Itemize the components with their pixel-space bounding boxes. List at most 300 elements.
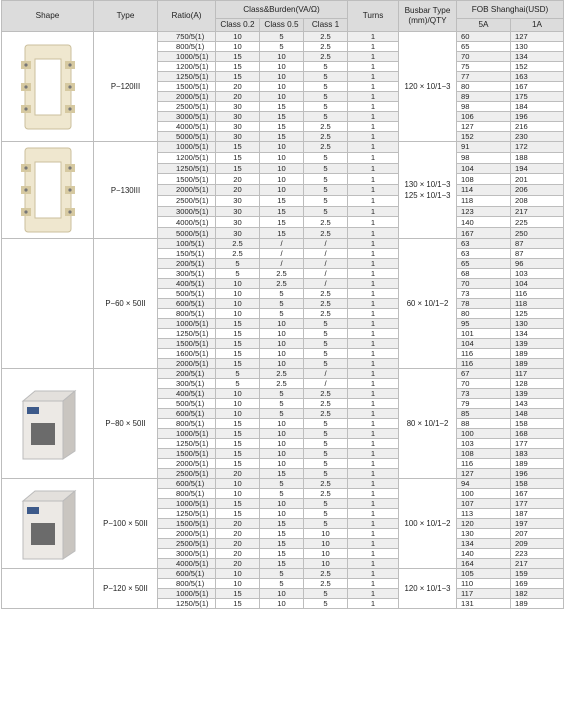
class-02-cell: 15	[216, 163, 260, 174]
fob-5a-cell: 94	[457, 479, 511, 489]
turns-cell: 1	[348, 329, 399, 339]
class-1-cell: 2.5	[304, 42, 348, 52]
class-02-cell: 15	[216, 152, 260, 163]
class-05-cell: 5	[260, 569, 304, 579]
fob-5a-cell: 127	[457, 469, 511, 479]
ratio-cell: 1250/5(1)	[158, 439, 216, 449]
fob-5a-cell: 98	[457, 152, 511, 163]
class-1-cell: 5	[304, 519, 348, 529]
class-1-cell: 2.5	[304, 142, 348, 153]
busbar-cell	[399, 142, 457, 239]
turns-cell: 1	[348, 32, 399, 42]
header-fob-5a: 5A	[457, 19, 511, 32]
shape-cell	[2, 142, 94, 239]
class-05-cell: 5	[260, 42, 304, 52]
table-row	[2, 239, 564, 249]
class-02-cell: 5	[216, 369, 260, 379]
class-1-cell: 2.5	[304, 409, 348, 419]
class-1-cell: 5	[304, 449, 348, 459]
shape-cell	[2, 32, 94, 142]
fob-1a-cell: 175	[511, 92, 564, 102]
fob-1a-cell: 117	[511, 369, 564, 379]
class-1-cell: 5	[304, 349, 348, 359]
ratio-cell: 1000/5(1)	[158, 142, 216, 153]
class-02-cell: 10	[216, 579, 260, 589]
turns-cell: 1	[348, 339, 399, 349]
busbar-cell	[399, 32, 457, 142]
header-busbar: Busbar Type (mm)/QTY	[399, 1, 457, 32]
turns-cell: 1	[348, 389, 399, 399]
class-05-cell: 15	[260, 539, 304, 549]
busbar-value: 125 × 10/1−3	[404, 191, 451, 200]
fob-5a-cell: 105	[457, 569, 511, 579]
ratio-cell: 1250/5(1)	[158, 329, 216, 339]
class-05-cell: 10	[260, 72, 304, 82]
turns-cell: 1	[348, 195, 399, 206]
class-1-cell: 5	[304, 185, 348, 196]
ratio-cell: 1250/5(1)	[158, 163, 216, 174]
class-02-cell: 15	[216, 319, 260, 329]
class-1-cell: 5	[304, 329, 348, 339]
busbar-cell	[399, 369, 457, 479]
ratio-cell: 600/5(1)	[158, 299, 216, 309]
fob-5a-cell: 73	[457, 289, 511, 299]
class-1-cell: 2.5	[304, 32, 348, 42]
class-05-cell: 10	[260, 152, 304, 163]
fob-1a-cell: 172	[511, 142, 564, 153]
turns-cell: 1	[348, 579, 399, 589]
class-1-cell: 5	[304, 459, 348, 469]
class-02-cell: 20	[216, 539, 260, 549]
class-1-cell: 5	[304, 339, 348, 349]
class-02-cell: 15	[216, 359, 260, 369]
fob-5a-cell: 118	[457, 195, 511, 206]
fob-1a-cell: 159	[511, 569, 564, 579]
fob-1a-cell: 128	[511, 379, 564, 389]
class-02-cell: 5	[216, 269, 260, 279]
class-02-cell: 10	[216, 32, 260, 42]
class-1-cell: 5	[304, 429, 348, 439]
fob-1a-cell: 143	[511, 399, 564, 409]
class-02-cell: 15	[216, 329, 260, 339]
class-02-cell: 30	[216, 102, 260, 112]
table-row	[2, 479, 564, 489]
fob-5a-cell: 140	[457, 217, 511, 228]
turns-cell: 1	[348, 409, 399, 419]
class-02-cell: 10	[216, 309, 260, 319]
class-1-cell: 5	[304, 62, 348, 72]
fob-5a-cell: 108	[457, 449, 511, 459]
shape-cell	[2, 569, 94, 609]
fob-5a-cell: 107	[457, 499, 511, 509]
fob-1a-cell: 87	[511, 249, 564, 259]
fob-5a-cell: 67	[457, 369, 511, 379]
table-row	[2, 569, 564, 579]
ratio-cell: 1000/5(1)	[158, 52, 216, 62]
fob-5a-cell: 108	[457, 174, 511, 185]
fob-5a-cell: 80	[457, 309, 511, 319]
class-02-cell: 5	[216, 379, 260, 389]
ratio-cell: 2500/5(1)	[158, 195, 216, 206]
turns-cell: 1	[348, 122, 399, 132]
class-02-cell: 15	[216, 62, 260, 72]
current-transformer-box-icon	[13, 385, 83, 463]
header-class-05: Class 0.5	[260, 19, 304, 32]
fob-5a-cell: 100	[457, 489, 511, 499]
turns-cell: 1	[348, 163, 399, 174]
fob-5a-cell: 65	[457, 42, 511, 52]
ratio-cell: 400/5(1)	[158, 279, 216, 289]
class-1-cell: 5	[304, 359, 348, 369]
turns-cell: 1	[348, 52, 399, 62]
header-turns: Turns	[348, 1, 399, 32]
class-02-cell: 10	[216, 399, 260, 409]
type-cell: P−60 × 50II	[94, 239, 158, 369]
class-02-cell: 15	[216, 339, 260, 349]
class-02-cell: 15	[216, 419, 260, 429]
class-02-cell: 15	[216, 599, 260, 609]
fob-1a-cell: 158	[511, 419, 564, 429]
class-05-cell: 10	[260, 329, 304, 339]
class-1-cell: 2.5	[304, 299, 348, 309]
class-05-cell: 10	[260, 459, 304, 469]
fob-1a-cell: 177	[511, 499, 564, 509]
fob-5a-cell: 80	[457, 82, 511, 92]
busbar-value: 100 × 10/1−2	[404, 519, 451, 528]
fob-5a-cell: 98	[457, 102, 511, 112]
turns-cell: 1	[348, 599, 399, 609]
fob-1a-cell: 201	[511, 174, 564, 185]
ratio-cell: 800/5(1)	[158, 489, 216, 499]
fob-5a-cell: 104	[457, 339, 511, 349]
fob-1a-cell: 152	[511, 62, 564, 72]
fob-1a-cell: 189	[511, 599, 564, 609]
class-1-cell: /	[304, 259, 348, 269]
ratio-cell: 4000/5(1)	[158, 559, 216, 569]
ratio-cell: 1200/5(1)	[158, 62, 216, 72]
class-02-cell: 15	[216, 509, 260, 519]
ratio-cell: 600/5(1)	[158, 569, 216, 579]
fob-1a-cell: 182	[511, 589, 564, 599]
ratio-cell: 1250/5(1)	[158, 509, 216, 519]
table-row	[2, 369, 564, 379]
fob-5a-cell: 113	[457, 509, 511, 519]
turns-cell: 1	[348, 489, 399, 499]
class-1-cell: /	[304, 279, 348, 289]
busbar-value: 120 × 10/1−3	[404, 584, 451, 593]
ratio-cell: 1250/5(1)	[158, 72, 216, 82]
turns-cell: 1	[348, 449, 399, 459]
class-05-cell: 15	[260, 228, 304, 239]
class-1-cell: 5	[304, 509, 348, 519]
fob-5a-cell: 127	[457, 122, 511, 132]
class-1-cell: 5	[304, 469, 348, 479]
ratio-cell: 4000/5(1)	[158, 217, 216, 228]
turns-cell: 1	[348, 469, 399, 479]
fob-5a-cell: 85	[457, 409, 511, 419]
class-02-cell: 10	[216, 409, 260, 419]
class-02-cell: 10	[216, 299, 260, 309]
class-05-cell: 10	[260, 82, 304, 92]
fob-1a-cell: 189	[511, 359, 564, 369]
class-02-cell: 15	[216, 439, 260, 449]
class-05-cell: 10	[260, 62, 304, 72]
class-05-cell: 5	[260, 489, 304, 499]
fob-1a-cell: 189	[511, 349, 564, 359]
class-05-cell: 10	[260, 589, 304, 599]
class-1-cell: /	[304, 379, 348, 389]
fob-1a-cell: 217	[511, 206, 564, 217]
class-05-cell: 15	[260, 132, 304, 142]
busbar-value: 120 × 10/1−3	[404, 82, 451, 91]
turns-cell: 1	[348, 174, 399, 185]
current-transformer-box-icon	[13, 485, 83, 563]
ratio-cell: 800/5(1)	[158, 309, 216, 319]
class-1-cell: 5	[304, 195, 348, 206]
ratio-cell: 200/5(1)	[158, 259, 216, 269]
fob-1a-cell: 189	[511, 459, 564, 469]
class-1-cell: 2.5	[304, 569, 348, 579]
class-05-cell: 10	[260, 429, 304, 439]
turns-cell: 1	[348, 559, 399, 569]
turns-cell: 1	[348, 419, 399, 429]
class-05-cell: /	[260, 259, 304, 269]
fob-1a-cell: 223	[511, 549, 564, 559]
class-1-cell: 5	[304, 206, 348, 217]
class-1-cell: /	[304, 239, 348, 249]
fob-1a-cell: 225	[511, 217, 564, 228]
fob-5a-cell: 91	[457, 142, 511, 153]
class-02-cell: 20	[216, 92, 260, 102]
ratio-cell: 2500/5(1)	[158, 469, 216, 479]
class-1-cell: 2.5	[304, 489, 348, 499]
turns-cell: 1	[348, 379, 399, 389]
class-1-cell: 2.5	[304, 399, 348, 409]
class-02-cell: 15	[216, 459, 260, 469]
class-05-cell: 5	[260, 479, 304, 489]
class-05-cell: 5	[260, 389, 304, 399]
fob-1a-cell: 206	[511, 185, 564, 196]
ratio-cell: 1000/5(1)	[158, 319, 216, 329]
fob-5a-cell: 152	[457, 132, 511, 142]
class-05-cell: 10	[260, 174, 304, 185]
fob-1a-cell: 250	[511, 228, 564, 239]
class-05-cell: 10	[260, 349, 304, 359]
class-1-cell: /	[304, 369, 348, 379]
class-02-cell: 20	[216, 529, 260, 539]
fob-1a-cell: 197	[511, 519, 564, 529]
class-05-cell: 5	[260, 399, 304, 409]
ratio-cell: 1000/5(1)	[158, 429, 216, 439]
header-fob: FOB Shanghai(USD)	[457, 1, 564, 19]
class-05-cell: 15	[260, 102, 304, 112]
class-02-cell: 15	[216, 52, 260, 62]
turns-cell: 1	[348, 349, 399, 359]
class-05-cell: 15	[260, 112, 304, 122]
class-1-cell: 5	[304, 439, 348, 449]
fob-1a-cell: 183	[511, 449, 564, 459]
ratio-cell: 600/5(1)	[158, 479, 216, 489]
ratio-cell: 300/5(1)	[158, 269, 216, 279]
class-02-cell: 10	[216, 489, 260, 499]
class-02-cell: 10	[216, 389, 260, 399]
ratio-cell: 2000/5(1)	[158, 92, 216, 102]
class-05-cell: 10	[260, 449, 304, 459]
turns-cell: 1	[348, 217, 399, 228]
class-05-cell: 10	[260, 599, 304, 609]
class-05-cell: 15	[260, 206, 304, 217]
turns-cell: 1	[348, 299, 399, 309]
fob-1a-cell: 134	[511, 329, 564, 339]
class-05-cell: 10	[260, 339, 304, 349]
class-1-cell: 5	[304, 599, 348, 609]
fob-1a-cell: 148	[511, 409, 564, 419]
fob-1a-cell: 184	[511, 102, 564, 112]
fob-1a-cell: 167	[511, 489, 564, 499]
class-05-cell: 2.5	[260, 279, 304, 289]
class-02-cell: 10	[216, 569, 260, 579]
fob-5a-cell: 70	[457, 379, 511, 389]
class-05-cell: 15	[260, 559, 304, 569]
turns-cell: 1	[348, 82, 399, 92]
class-02-cell: 15	[216, 349, 260, 359]
class-1-cell: 2.5	[304, 389, 348, 399]
fob-5a-cell: 120	[457, 519, 511, 529]
ratio-cell: 3000/5(1)	[158, 549, 216, 559]
fob-1a-cell: 177	[511, 439, 564, 449]
fob-1a-cell: 208	[511, 195, 564, 206]
class-1-cell: 5	[304, 102, 348, 112]
turns-cell: 1	[348, 369, 399, 379]
class-1-cell: /	[304, 249, 348, 259]
class-05-cell: 15	[260, 529, 304, 539]
turns-cell: 1	[348, 399, 399, 409]
ratio-cell: 800/5(1)	[158, 579, 216, 589]
class-05-cell: 5	[260, 299, 304, 309]
class-05-cell: 10	[260, 319, 304, 329]
turns-cell: 1	[348, 132, 399, 142]
type-cell: P−130III	[94, 142, 158, 239]
ratio-cell: 750/5(1)	[158, 32, 216, 42]
class-02-cell: 20	[216, 82, 260, 92]
fob-5a-cell: 63	[457, 249, 511, 259]
fob-1a-cell: 216	[511, 122, 564, 132]
class-02-cell: 15	[216, 72, 260, 82]
class-1-cell: 2.5	[304, 52, 348, 62]
class-1-cell: 2.5	[304, 228, 348, 239]
fob-1a-cell: 187	[511, 509, 564, 519]
class-02-cell: 2.5	[216, 249, 260, 259]
fob-5a-cell: 106	[457, 112, 511, 122]
turns-cell: 1	[348, 185, 399, 196]
class-02-cell: 20	[216, 519, 260, 529]
busbar-value: 60 × 10/1−2	[406, 299, 449, 308]
class-05-cell: 5	[260, 309, 304, 319]
fob-1a-cell: 130	[511, 42, 564, 52]
class-1-cell: 2.5	[304, 579, 348, 589]
ratio-cell: 300/5(1)	[158, 379, 216, 389]
fob-1a-cell: 96	[511, 259, 564, 269]
class-05-cell: 10	[260, 142, 304, 153]
fob-5a-cell: 101	[457, 329, 511, 339]
turns-cell: 1	[348, 279, 399, 289]
class-02-cell: 15	[216, 499, 260, 509]
fob-5a-cell: 77	[457, 72, 511, 82]
class-02-cell: 20	[216, 549, 260, 559]
class-02-cell: 30	[216, 217, 260, 228]
class-1-cell: 5	[304, 92, 348, 102]
fob-1a-cell: 139	[511, 339, 564, 349]
fob-5a-cell: 78	[457, 299, 511, 309]
ratio-cell: 1500/5(1)	[158, 449, 216, 459]
ratio-cell: 800/5(1)	[158, 419, 216, 429]
ratio-cell: 200/5(1)	[158, 369, 216, 379]
ratio-cell: 1500/5(1)	[158, 82, 216, 92]
fob-5a-cell: 114	[457, 185, 511, 196]
current-transformer-open-icon	[17, 39, 79, 135]
class-02-cell: 30	[216, 195, 260, 206]
fob-1a-cell: 196	[511, 112, 564, 122]
ratio-cell: 500/5(1)	[158, 289, 216, 299]
ratio-cell: 2500/5(1)	[158, 102, 216, 112]
class-1-cell: 2.5	[304, 479, 348, 489]
turns-cell: 1	[348, 479, 399, 489]
turns-cell: 1	[348, 42, 399, 52]
class-05-cell: /	[260, 249, 304, 259]
turns-cell: 1	[348, 459, 399, 469]
class-02-cell: 15	[216, 449, 260, 459]
class-02-cell: 5	[216, 259, 260, 269]
class-05-cell: 5	[260, 32, 304, 42]
turns-cell: 1	[348, 589, 399, 599]
class-02-cell: 2.5	[216, 239, 260, 249]
turns-cell: 1	[348, 429, 399, 439]
ratio-cell: 1000/5(1)	[158, 499, 216, 509]
header-fob-1a: 1A	[511, 19, 564, 32]
ratio-cell: 1200/5(1)	[158, 152, 216, 163]
class-02-cell: 10	[216, 479, 260, 489]
class-05-cell: 2.5	[260, 379, 304, 389]
type-cell: P−100 × 50II	[94, 479, 158, 569]
class-05-cell: 10	[260, 509, 304, 519]
turns-cell: 1	[348, 269, 399, 279]
turns-cell: 1	[348, 112, 399, 122]
shape-cell	[2, 479, 94, 569]
fob-1a-cell: 130	[511, 319, 564, 329]
turns-cell: 1	[348, 62, 399, 72]
ratio-cell: 1500/5(1)	[158, 519, 216, 529]
turns-cell: 1	[348, 249, 399, 259]
fob-5a-cell: 164	[457, 559, 511, 569]
fob-1a-cell: 169	[511, 579, 564, 589]
ratio-cell: 150/5(1)	[158, 249, 216, 259]
fob-5a-cell: 60	[457, 32, 511, 42]
ratio-cell: 800/5(1)	[158, 42, 216, 52]
ratio-cell: 1000/5(1)	[158, 589, 216, 599]
turns-cell: 1	[348, 228, 399, 239]
class-02-cell: 20	[216, 559, 260, 569]
fob-1a-cell: 167	[511, 82, 564, 92]
turns-cell: 1	[348, 569, 399, 579]
fob-1a-cell: 207	[511, 529, 564, 539]
class-05-cell: 15	[260, 122, 304, 132]
fob-1a-cell: 163	[511, 72, 564, 82]
header-class-1: Class 1	[304, 19, 348, 32]
ratio-cell: 600/5(1)	[158, 409, 216, 419]
fob-5a-cell: 75	[457, 62, 511, 72]
class-02-cell: 10	[216, 289, 260, 299]
class-05-cell: 15	[260, 519, 304, 529]
